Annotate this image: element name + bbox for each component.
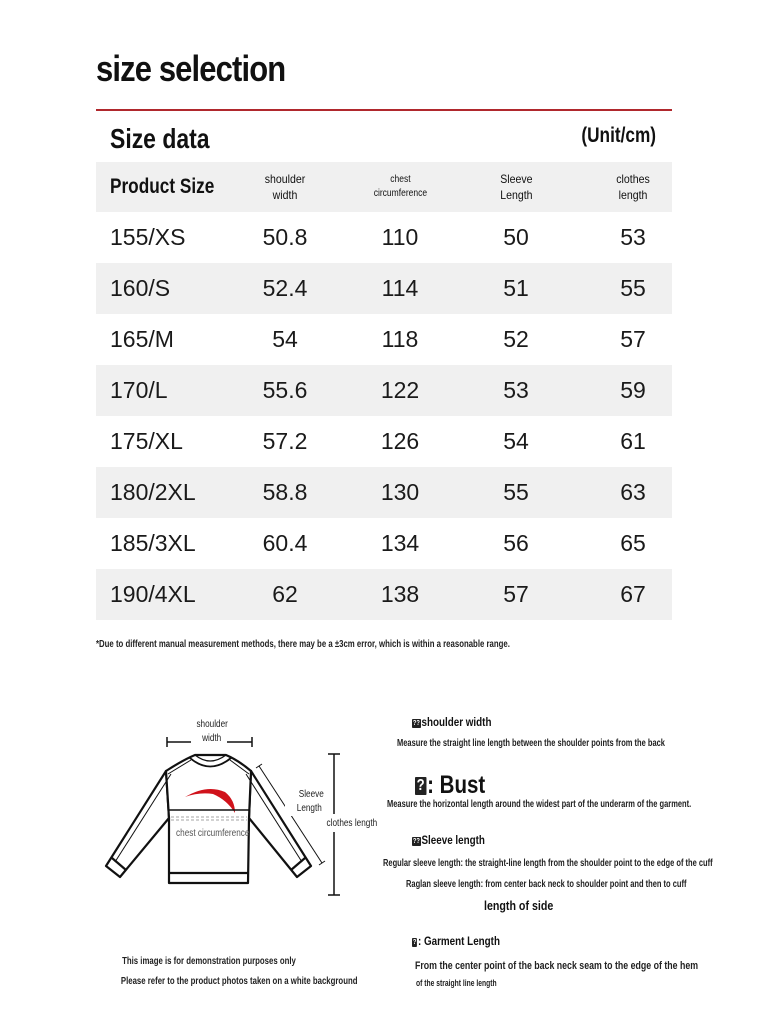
guide-garment-desc-2: of the straight line length [416, 978, 497, 988]
cell-size: 180/2XL [110, 479, 196, 505]
table-row: 155/XS 50.8 110 50 53 [96, 212, 672, 263]
cell-size: 170/L [110, 377, 168, 403]
table-row: 175/XL 57.2 126 54 61 [96, 416, 672, 467]
label-shoulder-width-2: width [202, 733, 222, 744]
guide-sleeve-side: length of side [484, 898, 554, 913]
label-chest-circumference: chest circumference [176, 828, 250, 839]
size-table [96, 162, 672, 620]
table-row: 185/3XL 60.4 134 56 65 [96, 518, 672, 569]
section-title: Size data [110, 123, 210, 154]
number-marker-icon: ? [412, 939, 417, 946]
cell-size: 155/XS [110, 224, 186, 250]
table-row: 165/M 54 118 52 57 [96, 314, 672, 365]
guide-sleeve-raglan: Raglan sleeve length: from center back neck to shoulder point and then to cuff [406, 879, 687, 890]
cell-size: 190/4XL [110, 581, 196, 607]
label-sleeve-length-2: Length [296, 803, 322, 814]
header-product-size: Product Size [110, 175, 215, 198]
guide-garment-desc: From the center point of the back neck seam to the edge of the hem [415, 960, 699, 972]
guide-sleeve-heading: ?? Sleeve length [412, 833, 485, 847]
cell-size: 175/XL [110, 428, 183, 454]
title-divider [96, 109, 672, 111]
guide-bust-heading: ?: Bust [416, 771, 486, 799]
guide-bust-desc: Measure the horizontal length around the widest part of the underarm of the garment. [387, 799, 692, 810]
reference-caption: Please refer to the product photos taken on a white background [120, 976, 358, 987]
page-title: size selection [96, 48, 286, 89]
label-sleeve-length: Sleeve [298, 789, 324, 800]
demo-caption: This image is for demonstration purposes only [122, 956, 296, 967]
sweatshirt-illustration [95, 710, 385, 910]
cell-size: 185/3XL [110, 530, 196, 556]
unit-label: (Unit/cm) [581, 124, 656, 147]
table-row: 180/2XL 58.8 130 55 63 [96, 467, 672, 518]
number-marker-icon: ?? [412, 838, 420, 845]
label-clothes-length: clothes length [326, 818, 378, 829]
table-header-row: Product Size shoulder width chest circumference Sleeve Length clothes length [96, 162, 672, 212]
table-row: 160/S 52.4 114 51 55 [96, 263, 672, 314]
cell-size: 165/M [110, 326, 174, 352]
cell-size: 160/S [110, 275, 171, 301]
guide-shoulder-heading: ?? shoulder width [412, 715, 492, 729]
measurement-diagram [95, 710, 385, 910]
label-shoulder-width: shoulder [196, 719, 228, 730]
guide-garment-heading: ? : Garment Length [412, 934, 500, 948]
number-marker-icon: ?? [412, 720, 420, 727]
guide-sleeve-regular: Regular sleeve length: the straight-line length from the shoulder point to the edge of the cuff [383, 858, 713, 869]
table-row: 190/4XL 62 138 57 67 [96, 569, 672, 620]
number-marker-icon: ? [416, 777, 425, 794]
guide-shoulder-desc: Measure the straight line length between the shoulder points from the back [397, 738, 665, 749]
table-row: 170/L 55.6 122 53 59 [96, 365, 672, 416]
measurement-footnote: *Due to different manual measurement methods, there may be a ±3cm error, which is within a reasonable range. [96, 639, 510, 650]
